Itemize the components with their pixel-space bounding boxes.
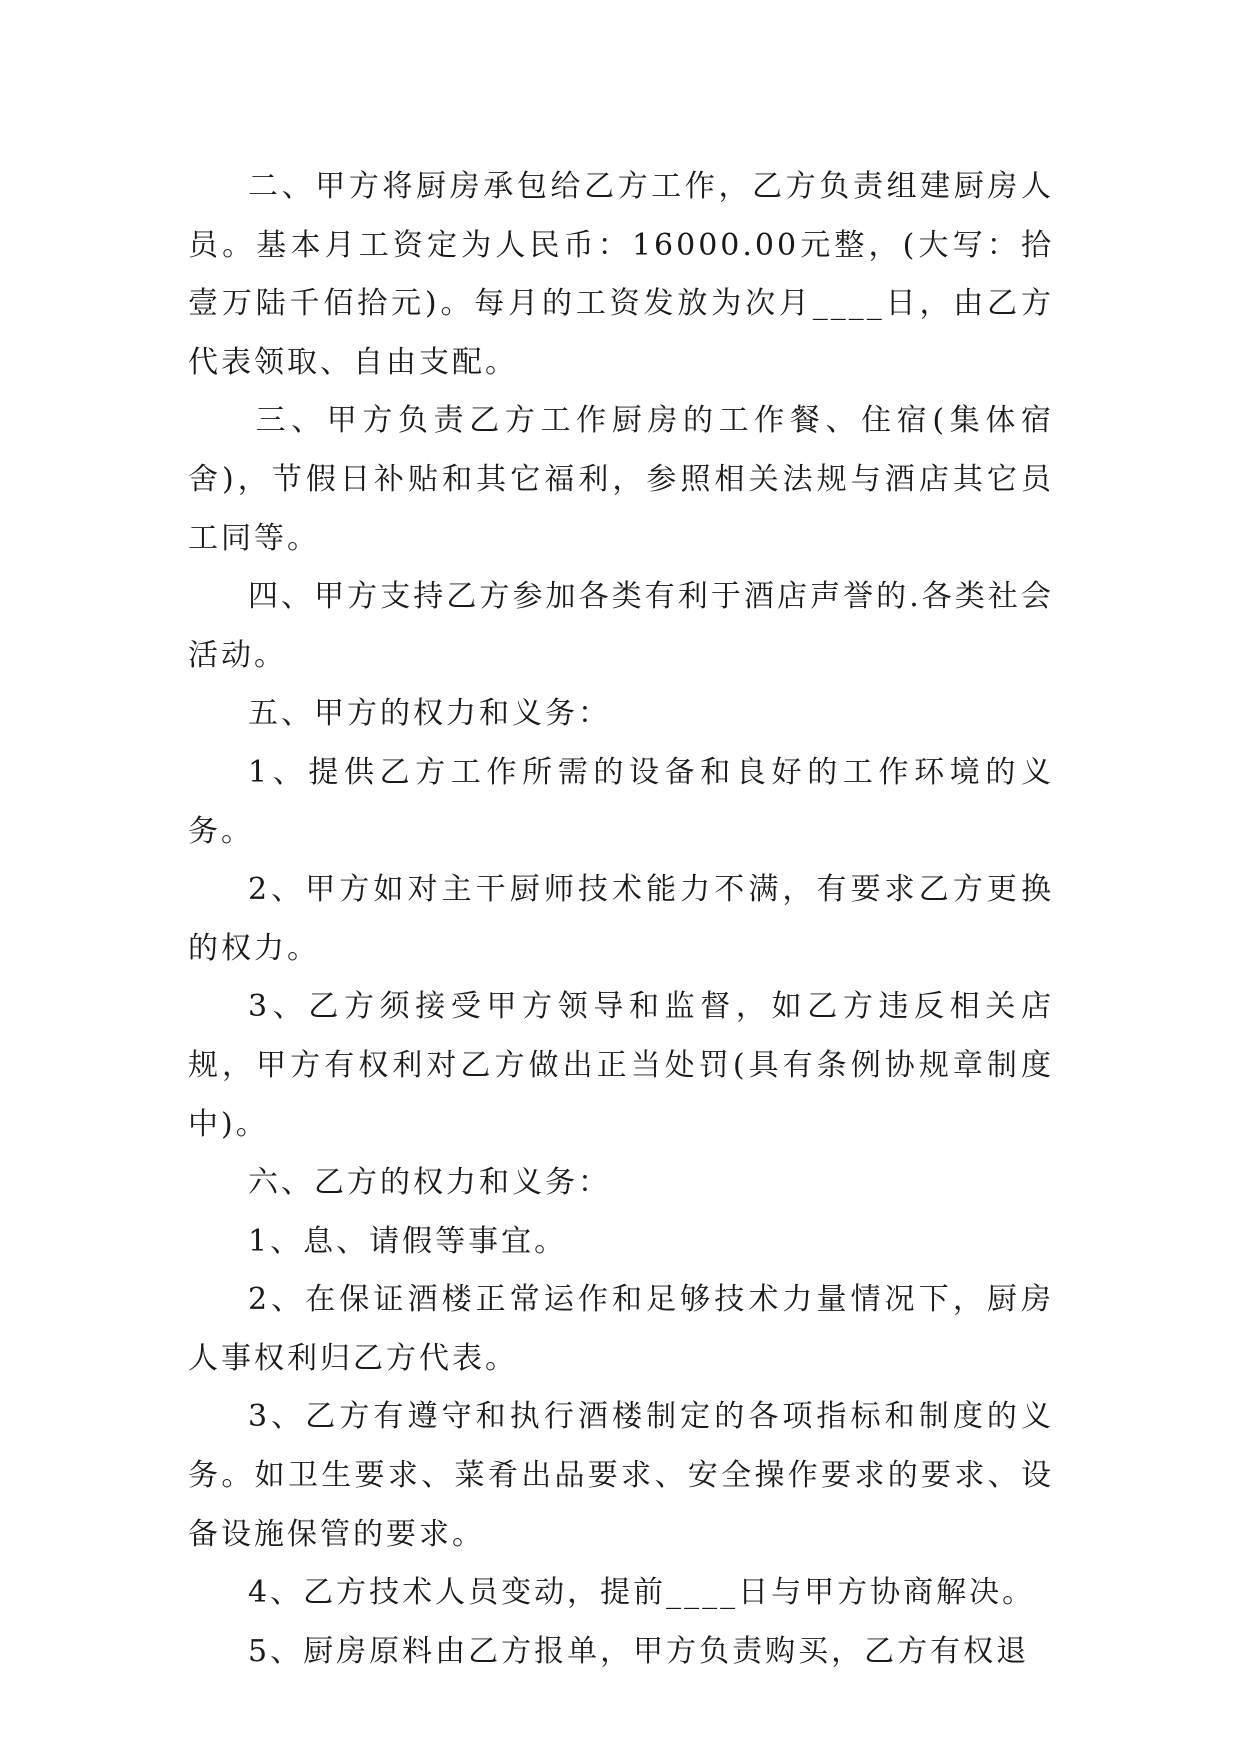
party-b-item-5: 5、厨房原料由乙方报单，甲方负责购买，乙方有权退 <box>248 1633 1030 1669</box>
party-b-item-1: 1、息、请假等事宜。 <box>248 1223 568 1259</box>
party-b-item-3: 3、乙方有遵守和执行酒楼制定的各项指标和制度的义务。如卫生要求、菜肴出品要求、安全操作要求的要求、设备设施保管的要求。 <box>188 1399 1054 1552</box>
paragraph-social-activities: 四、甲方支持乙方参加各类有利于酒店声誉的.各类社会活动。 <box>188 579 1054 673</box>
party-a-item-2: 2、甲方如对主干厨师技术能力不满，有要求乙方更换的权力。 <box>188 872 1054 966</box>
party-b-item-4: 4、乙方技术人员变动，提前____日与甲方协商解决。 <box>248 1575 1036 1611</box>
document-body <box>188 158 1054 1681</box>
heading-party-a-rights-duties: 五、甲方的权力和义务： <box>248 696 611 732</box>
paragraph-kitchen-contract-salary: 二、甲方将厨房承包给乙方工作，乙方负责组建厨房人员。基本月工资定为人民币：16000.00元整，(大写：拾壹万陆千佰拾元)。每月的工资发放为次月____日，由乙方代表领取、自由支配。 <box>188 169 1054 380</box>
heading-party-b-rights-duties: 六、乙方的权力和义务： <box>248 1165 611 1201</box>
party-b-item-2: 2、在保证酒楼正常运作和足够技术力量情况下，厨房人事权利归乙方代表。 <box>188 1282 1054 1376</box>
party-a-item-3: 3、乙方须接受甲方领导和监督，如乙方违反相关店规，甲方有权利对乙方做出正当处罚(具有条例协规章制度中)。 <box>188 989 1054 1142</box>
party-a-item-1: 1、提供乙方工作所需的设备和良好的工作环境的义务。 <box>188 754 1054 849</box>
paragraph-meals-lodging-benefits: 三、甲方负责乙方工作厨房的工作餐、住宿(集体宿舍)，节假日补贴和其它福利，参照相关法规与酒店其它员工同等。 <box>188 403 1054 556</box>
